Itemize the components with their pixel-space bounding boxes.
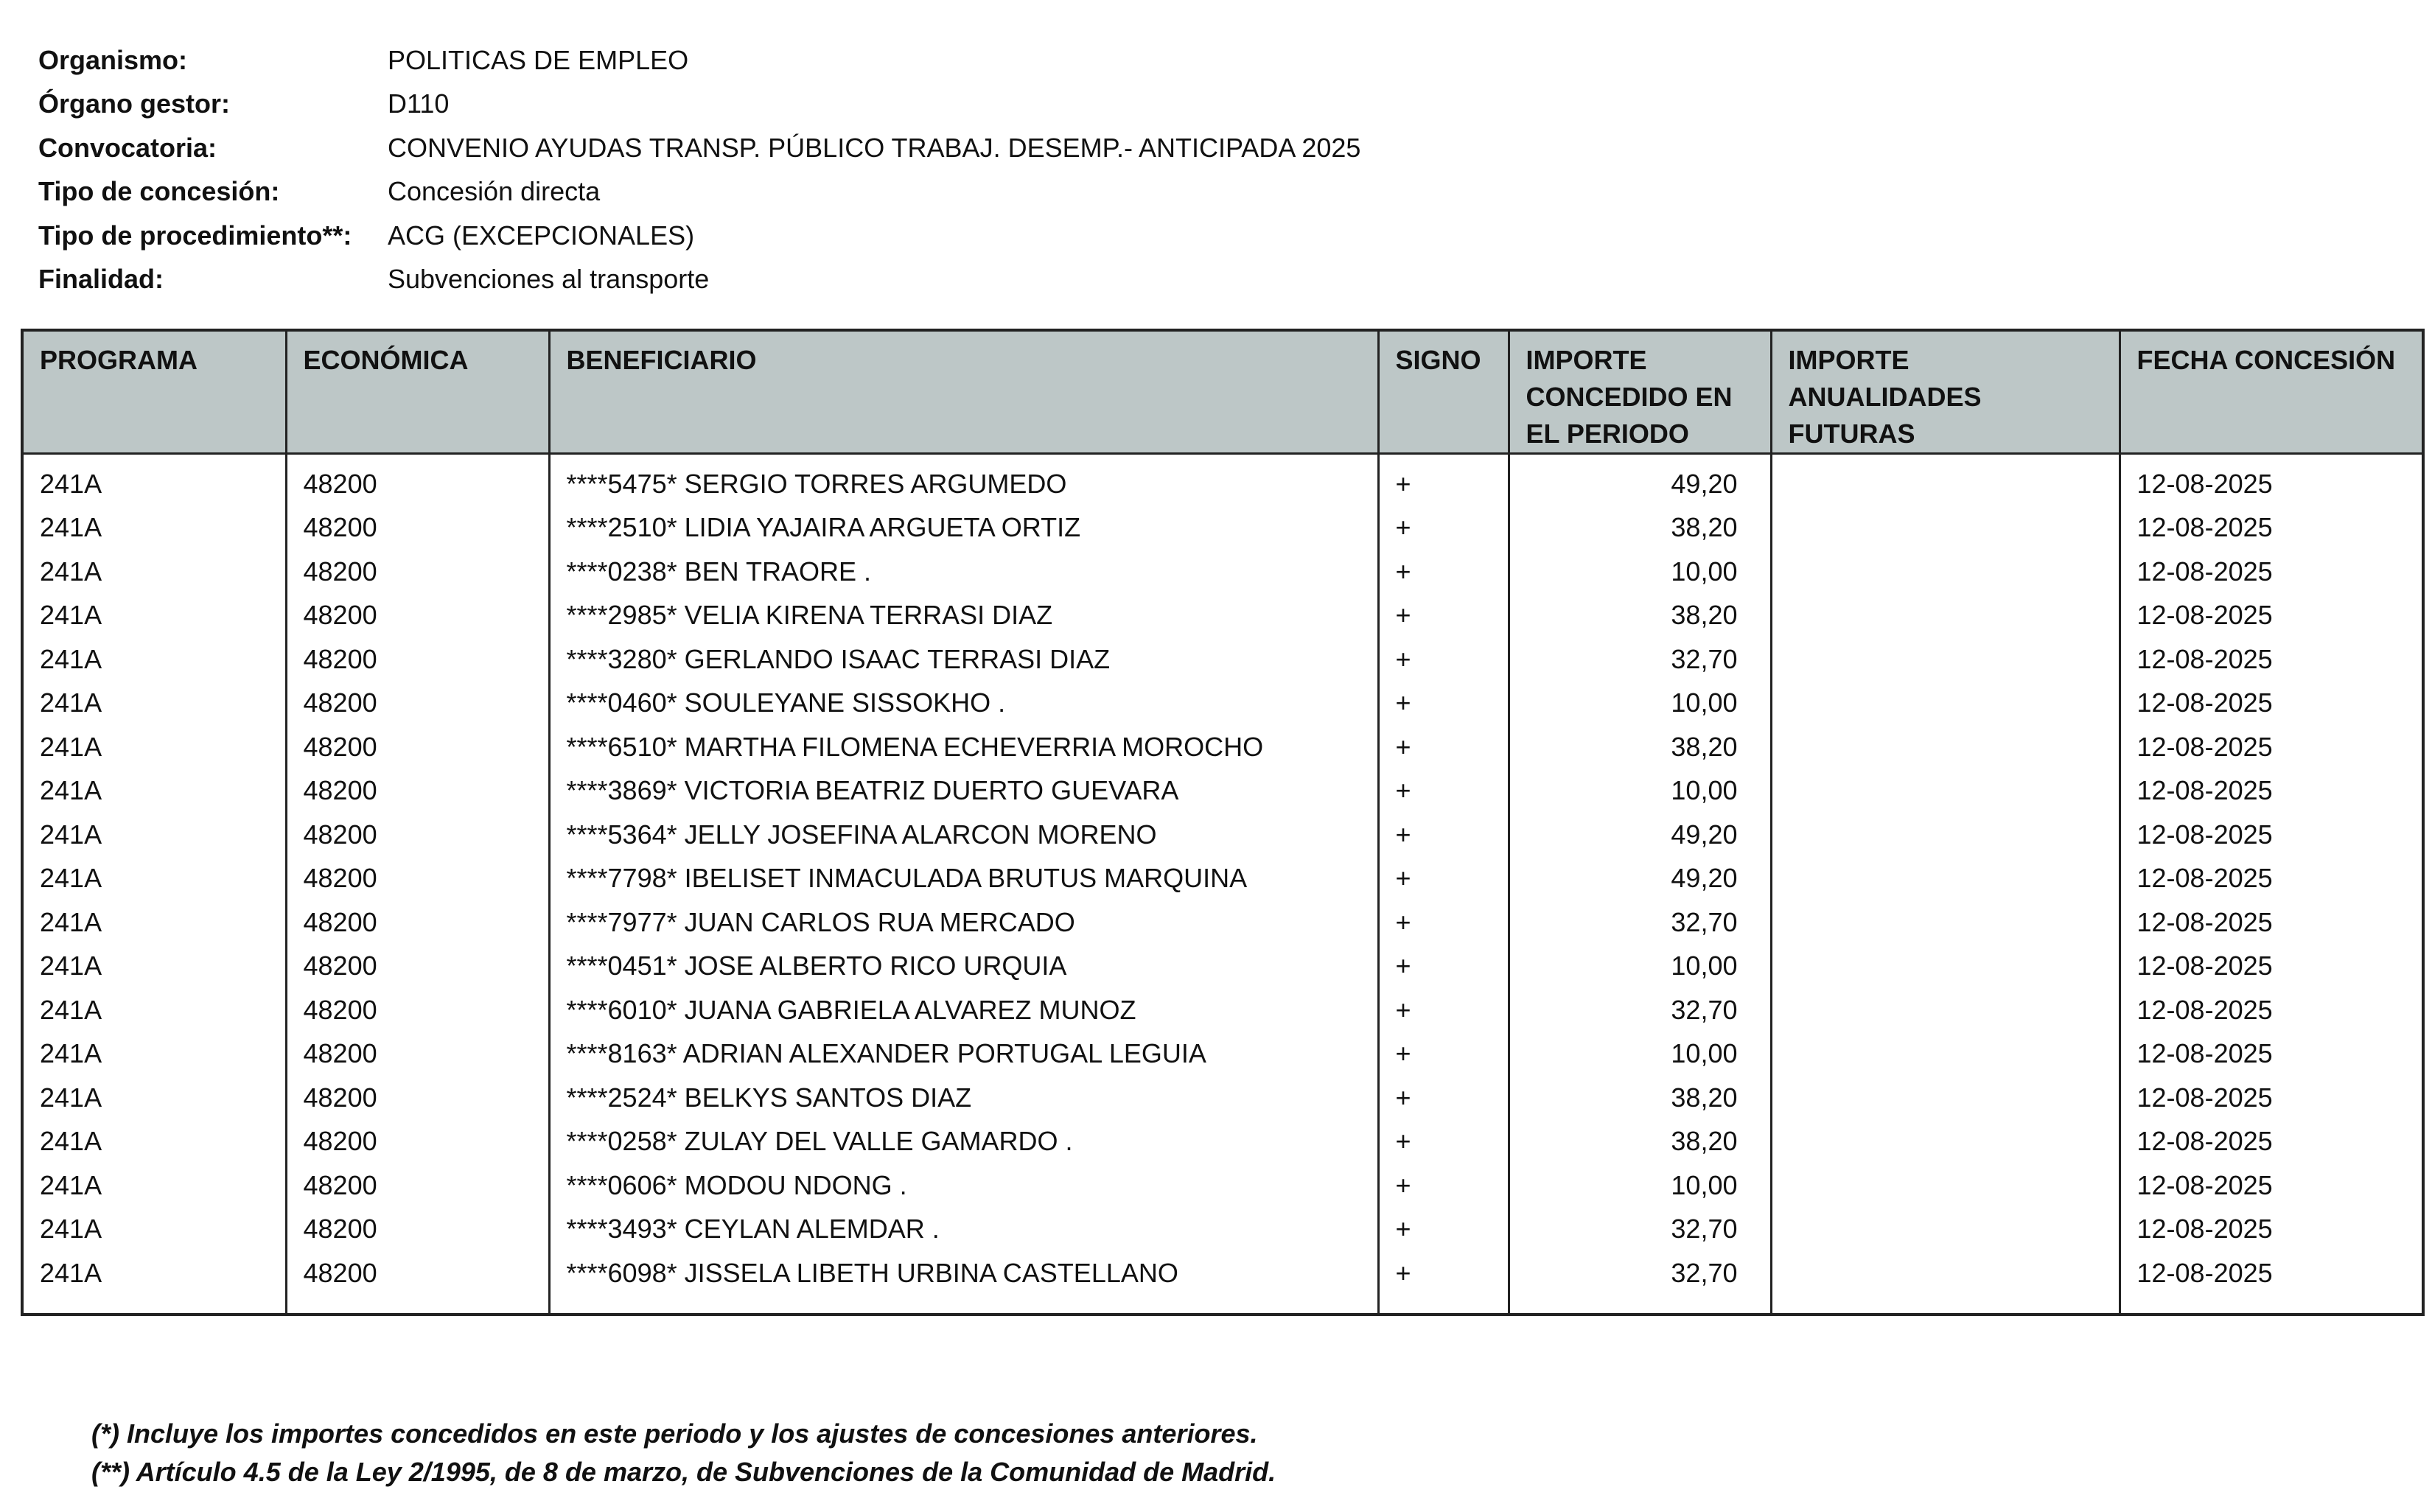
cell-beneficiario: ****7977* JUAN CARLOS RUA MERCADO bbox=[549, 900, 1378, 945]
table-row bbox=[24, 454, 2422, 506]
cell-importe-anualidades bbox=[1771, 1208, 2120, 1252]
cell-signo: + bbox=[1378, 506, 1509, 550]
meta-row-tipo-concesion bbox=[38, 170, 1360, 214]
cell-beneficiario: ****2524* BELKYS SANTOS DIAZ bbox=[549, 1076, 1378, 1120]
table-row bbox=[24, 1076, 2422, 1120]
cell-economica: 48200 bbox=[286, 1208, 549, 1252]
table-row bbox=[24, 988, 2422, 1032]
cell-fecha-concesion: 12-08-2025 bbox=[2136, 687, 2273, 718]
cell-importe-concedido: 10,00 bbox=[1509, 1163, 1771, 1208]
cell-signo: + bbox=[1378, 454, 1509, 506]
cell-beneficiario: ****3869* VICTORIA BEATRIZ DUERTO GUEVARA bbox=[549, 769, 1378, 813]
cell-beneficiario: ****0258* ZULAY DEL VALLE GAMARDO . bbox=[549, 1120, 1378, 1164]
table-row bbox=[24, 1208, 2422, 1252]
filler-cell bbox=[1771, 1295, 2120, 1314]
cell-importe-anualidades bbox=[1771, 637, 2120, 682]
meta-label: Organismo: bbox=[38, 44, 188, 75]
cell-importe-anualidades bbox=[1771, 506, 2120, 550]
table-row bbox=[24, 1120, 2422, 1164]
cell-economica: 48200 bbox=[286, 1120, 549, 1164]
table-row bbox=[24, 813, 2422, 857]
cell-beneficiario: ****6510* MARTHA FILOMENA ECHEVERRIA MOROCHO bbox=[549, 725, 1378, 769]
table-row bbox=[24, 594, 2422, 638]
cell-fecha-concesion: 12-08-2025 bbox=[2136, 556, 2273, 587]
table-row bbox=[24, 857, 2422, 901]
cell-fecha-concesion: 12-08-2025 bbox=[2136, 643, 2273, 674]
cell-fecha-concesion: 12-08-2025 bbox=[2136, 1257, 2273, 1288]
cell-programa: 241A bbox=[24, 769, 286, 813]
meta-value: D110 bbox=[388, 88, 450, 119]
cell-importe-concedido: 10,00 bbox=[1509, 550, 1771, 594]
cell-importe-anualidades bbox=[1771, 1163, 2120, 1208]
concessions-table bbox=[24, 332, 2422, 1313]
filler-cell bbox=[1378, 1295, 1509, 1314]
cell-signo: + bbox=[1378, 725, 1509, 769]
filler-cell bbox=[286, 1295, 549, 1314]
cell-programa: 241A bbox=[24, 1208, 286, 1252]
filler-cell bbox=[549, 1295, 1378, 1314]
cell-programa: 241A bbox=[24, 594, 286, 638]
meta-label: Órgano gestor: bbox=[38, 88, 231, 119]
cell-beneficiario: ****3280* GERLANDO ISAAC TERRASI DIAZ bbox=[549, 637, 1378, 682]
cell-economica: 48200 bbox=[286, 988, 549, 1032]
cell-beneficiario: ****0606* MODOU NDONG . bbox=[549, 1163, 1378, 1208]
filler-cell bbox=[24, 1295, 286, 1314]
meta-label: Finalidad: bbox=[38, 264, 164, 295]
cell-importe-concedido: 49,20 bbox=[1509, 454, 1771, 506]
cell-fecha-concesion: 12-08-2025 bbox=[2136, 863, 2273, 894]
cell-programa: 241A bbox=[24, 1251, 286, 1295]
cell-economica: 48200 bbox=[286, 1163, 549, 1208]
cell-importe-anualidades bbox=[1771, 945, 2120, 989]
cell-importe-anualidades bbox=[1771, 1076, 2120, 1120]
cell-importe-anualidades bbox=[1771, 1032, 2120, 1077]
cell-fecha-concesion: 12-08-2025 bbox=[2136, 1038, 2273, 1069]
table-row bbox=[24, 550, 2422, 594]
cell-fecha-concesion: 12-08-2025 bbox=[2136, 994, 2273, 1025]
meta-value: POLITICAS DE EMPLEO bbox=[388, 44, 689, 75]
cell-signo: + bbox=[1378, 945, 1509, 989]
cell-importe-anualidades bbox=[1771, 857, 2120, 901]
cell-economica: 48200 bbox=[286, 945, 549, 989]
header-economica: ECONÓMICA bbox=[286, 332, 549, 454]
cell-economica: 48200 bbox=[286, 1076, 549, 1120]
cell-economica: 48200 bbox=[286, 725, 549, 769]
cell-fecha-concesion: 12-08-2025 bbox=[2136, 775, 2273, 806]
meta-label: Tipo de procedimiento**: bbox=[38, 220, 352, 251]
cell-signo: + bbox=[1378, 900, 1509, 945]
filler-cell bbox=[1509, 1295, 1771, 1314]
cell-programa: 241A bbox=[24, 813, 286, 857]
meta-row-tipo-procedimiento bbox=[38, 214, 1360, 258]
cell-importe-concedido: 49,20 bbox=[1509, 813, 1771, 857]
cell-programa: 241A bbox=[24, 945, 286, 989]
table-row bbox=[24, 1163, 2422, 1208]
cell-beneficiario: ****5364* JELLY JOSEFINA ALARCON MORENO bbox=[549, 813, 1378, 857]
meta-value: Concesión directa bbox=[388, 176, 601, 207]
cell-importe-concedido: 38,20 bbox=[1509, 1076, 1771, 1120]
cell-economica: 48200 bbox=[286, 1032, 549, 1077]
table-row bbox=[24, 1251, 2422, 1295]
cell-importe-concedido: 38,20 bbox=[1509, 506, 1771, 550]
cell-fecha-concesion: 12-08-2025 bbox=[2136, 1126, 2273, 1157]
concessions-table-frame bbox=[21, 329, 2425, 1316]
cell-importe-concedido: 10,00 bbox=[1509, 682, 1771, 726]
cell-economica: 48200 bbox=[286, 454, 549, 506]
cell-importe-concedido: 38,20 bbox=[1509, 1120, 1771, 1164]
cell-importe-concedido: 10,00 bbox=[1509, 1032, 1771, 1077]
header-importe-concedido: IMPORTE CONCEDIDO EN EL PERIODO bbox=[1509, 332, 1771, 454]
cell-signo: + bbox=[1378, 857, 1509, 901]
header-signo: SIGNO bbox=[1378, 332, 1509, 454]
cell-signo: + bbox=[1378, 813, 1509, 857]
meta-value: CONVENIO AYUDAS TRANSP. PÚBLICO TRABAJ. DESEMP.- ANTICIPADA 2025 bbox=[388, 132, 1361, 163]
cell-programa: 241A bbox=[24, 988, 286, 1032]
header-beneficiario: BENEFICIARIO bbox=[549, 332, 1378, 454]
table-row bbox=[24, 682, 2422, 726]
cell-beneficiario: ****6010* JUANA GABRIELA ALVAREZ MUNOZ bbox=[549, 988, 1378, 1032]
cell-importe-anualidades bbox=[1771, 769, 2120, 813]
cell-importe-concedido: 32,70 bbox=[1509, 1251, 1771, 1295]
cell-signo: + bbox=[1378, 1076, 1509, 1120]
cell-programa: 241A bbox=[24, 1120, 286, 1164]
table-row bbox=[24, 637, 2422, 682]
table-row bbox=[24, 1032, 2422, 1077]
cell-economica: 48200 bbox=[286, 900, 549, 945]
cell-economica: 48200 bbox=[286, 1251, 549, 1295]
cell-fecha-concesion: 12-08-2025 bbox=[2136, 906, 2273, 937]
header-fecha-concesion: FECHA CONCESIÓN bbox=[2120, 332, 2422, 454]
cell-programa: 241A bbox=[24, 682, 286, 726]
cell-beneficiario: ****2985* VELIA KIRENA TERRASI DIAZ bbox=[549, 594, 1378, 638]
cell-programa: 241A bbox=[24, 900, 286, 945]
cell-importe-anualidades bbox=[1771, 813, 2120, 857]
cell-importe-concedido: 10,00 bbox=[1509, 945, 1771, 989]
table-row bbox=[24, 769, 2422, 813]
cell-programa: 241A bbox=[24, 1032, 286, 1077]
cell-fecha-concesion: 12-08-2025 bbox=[2136, 468, 2273, 499]
footnote-importes: (*) Incluye los importes concedidos en este periodo y los ajustes de concesiones anteriores. bbox=[91, 1418, 1258, 1449]
cell-importe-anualidades bbox=[1771, 1251, 2120, 1295]
cell-importe-anualidades bbox=[1771, 550, 2120, 594]
cell-economica: 48200 bbox=[286, 506, 549, 550]
table-filler-row bbox=[24, 1295, 2422, 1314]
meta-row-finalidad bbox=[38, 258, 1360, 302]
cell-programa: 241A bbox=[24, 550, 286, 594]
cell-signo: + bbox=[1378, 1251, 1509, 1295]
table-header-row bbox=[24, 332, 2422, 454]
table-body bbox=[24, 454, 2422, 1314]
meta-value: ACG (EXCEPCIONALES) bbox=[388, 220, 695, 251]
cell-signo: + bbox=[1378, 1032, 1509, 1077]
cell-signo: + bbox=[1378, 769, 1509, 813]
cell-economica: 48200 bbox=[286, 637, 549, 682]
cell-fecha-concesion: 12-08-2025 bbox=[2136, 600, 2273, 631]
cell-signo: + bbox=[1378, 682, 1509, 726]
cell-importe-concedido: 38,20 bbox=[1509, 594, 1771, 638]
cell-fecha-concesion: 12-08-2025 bbox=[2136, 512, 2273, 543]
cell-importe-concedido: 49,20 bbox=[1509, 857, 1771, 901]
cell-fecha-concesion: 12-08-2025 bbox=[2136, 731, 2273, 762]
meta-row-organismo bbox=[38, 38, 1360, 83]
cell-beneficiario: ****0238* BEN TRAORE . bbox=[549, 550, 1378, 594]
document-metadata bbox=[38, 38, 1360, 301]
cell-signo: + bbox=[1378, 637, 1509, 682]
cell-economica: 48200 bbox=[286, 682, 549, 726]
cell-signo: + bbox=[1378, 594, 1509, 638]
cell-importe-anualidades bbox=[1771, 900, 2120, 945]
cell-beneficiario: ****3493* CEYLAN ALEMDAR . bbox=[549, 1208, 1378, 1252]
cell-signo: + bbox=[1378, 1163, 1509, 1208]
cell-programa: 241A bbox=[24, 1163, 286, 1208]
cell-beneficiario: ****0451* JOSE ALBERTO RICO URQUIA bbox=[549, 945, 1378, 989]
cell-signo: + bbox=[1378, 1208, 1509, 1252]
header-programa: PROGRAMA bbox=[24, 332, 286, 454]
cell-signo: + bbox=[1378, 988, 1509, 1032]
cell-beneficiario: ****0460* SOULEYANE SISSOKHO . bbox=[549, 682, 1378, 726]
cell-importe-anualidades bbox=[1771, 454, 2120, 506]
cell-importe-concedido: 32,70 bbox=[1509, 900, 1771, 945]
cell-fecha-concesion: 12-08-2025 bbox=[2136, 1169, 2273, 1200]
cell-programa: 241A bbox=[24, 857, 286, 901]
cell-programa: 241A bbox=[24, 454, 286, 506]
cell-beneficiario: ****2510* LIDIA YAJAIRA ARGUETA ORTIZ bbox=[549, 506, 1378, 550]
cell-importe-anualidades bbox=[1771, 1120, 2120, 1164]
meta-row-organo-gestor bbox=[38, 83, 1360, 127]
cell-fecha-concesion: 12-08-2025 bbox=[2136, 819, 2273, 850]
cell-beneficiario: ****7798* IBELISET INMACULADA BRUTUS MARQUINA bbox=[549, 857, 1378, 901]
cell-economica: 48200 bbox=[286, 594, 549, 638]
cell-economica: 48200 bbox=[286, 857, 549, 901]
table-row bbox=[24, 945, 2422, 989]
cell-signo: + bbox=[1378, 550, 1509, 594]
cell-programa: 241A bbox=[24, 725, 286, 769]
cell-beneficiario: ****5475* SERGIO TORRES ARGUMEDO bbox=[549, 454, 1378, 506]
table-row bbox=[24, 900, 2422, 945]
cell-importe-anualidades bbox=[1771, 725, 2120, 769]
cell-importe-anualidades bbox=[1771, 988, 2120, 1032]
meta-row-convocatoria bbox=[38, 126, 1360, 170]
meta-label: Convocatoria: bbox=[38, 132, 217, 163]
header-importe-anualidades: IMPORTE ANUALIDADES FUTURAS bbox=[1771, 332, 2120, 454]
cell-importe-anualidades bbox=[1771, 682, 2120, 726]
cell-importe-concedido: 38,20 bbox=[1509, 725, 1771, 769]
footnote-ley: (**) Artículo 4.5 de la Ley 2/1995, de 8 de marzo, de Subvenciones de la Comunidad de Madrid. bbox=[91, 1457, 1276, 1487]
cell-importe-concedido: 10,00 bbox=[1509, 769, 1771, 813]
cell-economica: 48200 bbox=[286, 769, 549, 813]
meta-value: Subvenciones al transporte bbox=[388, 264, 710, 295]
footnotes bbox=[91, 1415, 1276, 1491]
cell-economica: 48200 bbox=[286, 813, 549, 857]
cell-fecha-concesion: 12-08-2025 bbox=[2136, 1082, 2273, 1113]
table-row bbox=[24, 725, 2422, 769]
meta-label: Tipo de concesión: bbox=[38, 176, 280, 207]
cell-importe-concedido: 32,70 bbox=[1509, 637, 1771, 682]
cell-programa: 241A bbox=[24, 1076, 286, 1120]
cell-beneficiario: ****6098* JISSELA LIBETH URBINA CASTELLANO bbox=[549, 1251, 1378, 1295]
cell-programa: 241A bbox=[24, 506, 286, 550]
table-row bbox=[24, 506, 2422, 550]
cell-fecha-concesion: 12-08-2025 bbox=[2136, 1214, 2273, 1245]
cell-programa: 241A bbox=[24, 637, 286, 682]
cell-importe-concedido: 32,70 bbox=[1509, 1208, 1771, 1252]
filler-cell bbox=[2120, 1295, 2422, 1314]
cell-importe-concedido: 32,70 bbox=[1509, 988, 1771, 1032]
cell-economica: 48200 bbox=[286, 550, 549, 594]
cell-fecha-concesion: 12-08-2025 bbox=[2136, 951, 2273, 981]
cell-importe-anualidades bbox=[1771, 594, 2120, 638]
cell-signo: + bbox=[1378, 1120, 1509, 1164]
cell-beneficiario: ****8163* ADRIAN ALEXANDER PORTUGAL LEGUIA bbox=[549, 1032, 1378, 1077]
